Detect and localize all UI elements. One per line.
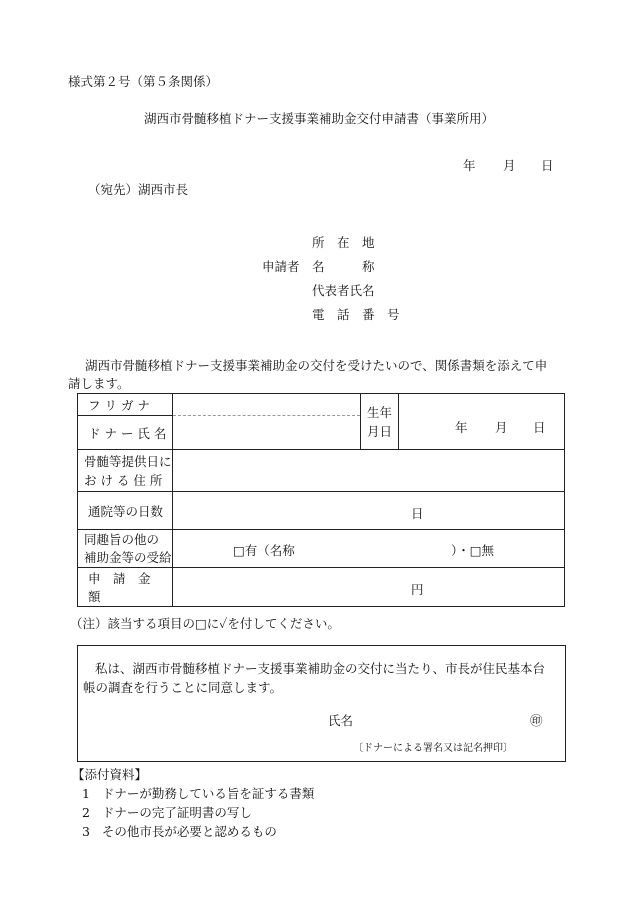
address-label <box>78 450 173 492</box>
attachment-text: ドナーが勤務している旨を証する書類 <box>101 786 315 801</box>
address-label-line-1: 骨髄等提供日に <box>84 453 172 469</box>
address-label-line-2: お け る 住 所 <box>84 472 163 488</box>
other-label-line-1: 同趣旨の他の <box>84 531 160 547</box>
applicant-representative-label: 代表者氏名 <box>312 283 375 298</box>
consent-box <box>77 645 566 762</box>
birth-label-line-2: 月日 <box>366 423 392 439</box>
intro-line-2: 請します。 <box>68 376 130 391</box>
birth-day-label: 日 <box>533 420 546 435</box>
amount-field[interactable] <box>173 568 565 607</box>
application-table <box>77 393 565 607</box>
attachment-num: 3 <box>82 824 90 839</box>
seal-mark: ㊞ <box>530 713 543 728</box>
list-item <box>82 822 277 840</box>
donor-name-label: ド ナ ー 氏 名 <box>78 416 173 450</box>
table-row <box>78 492 565 530</box>
attachment-text: ドナーの完了証明書の写し <box>101 805 252 820</box>
address-field[interactable] <box>173 450 565 492</box>
table-row <box>78 568 565 607</box>
signature-note: 〔ドナーによる署名又は記名押印〕 <box>353 743 513 754</box>
other-subsidy-label <box>78 530 173 568</box>
date-year-label: 年 <box>463 158 476 173</box>
table-row <box>78 530 565 568</box>
donor-name-field[interactable] <box>173 416 361 450</box>
applicant-label: 申請者 <box>262 259 300 274</box>
table-row <box>78 450 565 492</box>
birth-year-label: 年 <box>455 420 468 435</box>
other-yes-option[interactable]: □有（名称 <box>233 543 295 558</box>
furigana-field[interactable] <box>173 394 361 416</box>
consent-line-1: 私は、湖西市骨髄移植ドナー支援事業補助金の交付に当たり、市長が住民基本台 <box>95 661 546 676</box>
days-field[interactable] <box>173 492 565 530</box>
note: （注）該当する項目の□に✓を付してください。 <box>70 616 340 631</box>
applicant-phone-label: 電 話 番 号 <box>312 307 400 322</box>
date-day-label: 日 <box>541 158 554 173</box>
birth-label-line-1: 生年 <box>366 404 392 420</box>
addressee: （宛先）湖西市長 <box>88 182 189 197</box>
birth-date-field[interactable] <box>399 394 565 450</box>
furigana-label: フ リ ガ ナ <box>78 394 173 416</box>
consent-name-label: 氏名 <box>328 713 354 728</box>
page-title: 湖西市骨髄移植ドナー支援事業補助金交付申請書（事業所用） <box>144 111 495 126</box>
birth-date-label <box>361 394 399 450</box>
amount-unit: 円 <box>411 582 424 597</box>
attachment-text: その他市長が必要と認めるもの <box>101 824 277 839</box>
attachments-heading: 【添付資料】 <box>72 767 148 782</box>
birth-month-label: 月 <box>495 420 508 435</box>
other-no-option[interactable]: ）・□無 <box>451 543 495 558</box>
attachment-num: 2 <box>82 805 90 820</box>
date-month-label: 月 <box>503 158 516 173</box>
list-item <box>82 803 252 821</box>
other-label-line-2: 補助金等の受給 <box>84 549 172 565</box>
applicant-location-label: 所 在 地 <box>312 235 375 250</box>
list-item <box>82 784 314 802</box>
intro-line-1: 湖西市骨髄移植ドナー支援事業補助金の交付を受けたいので、関係書類を添えて申 <box>85 358 548 373</box>
form-number: 様式第２号（第５条関係） <box>68 74 219 89</box>
amount-label: 申 請 金 額 <box>78 568 173 607</box>
other-subsidy-field[interactable] <box>173 530 565 568</box>
days-label: 通院等の日数 <box>78 492 173 530</box>
table-row <box>78 394 565 416</box>
consent-line-2: 帳の調査を行うことに同意します。 <box>83 680 283 695</box>
attachment-num: 1 <box>82 786 90 801</box>
days-unit: 日 <box>411 506 424 521</box>
applicant-name-label: 名 称 <box>312 259 375 274</box>
